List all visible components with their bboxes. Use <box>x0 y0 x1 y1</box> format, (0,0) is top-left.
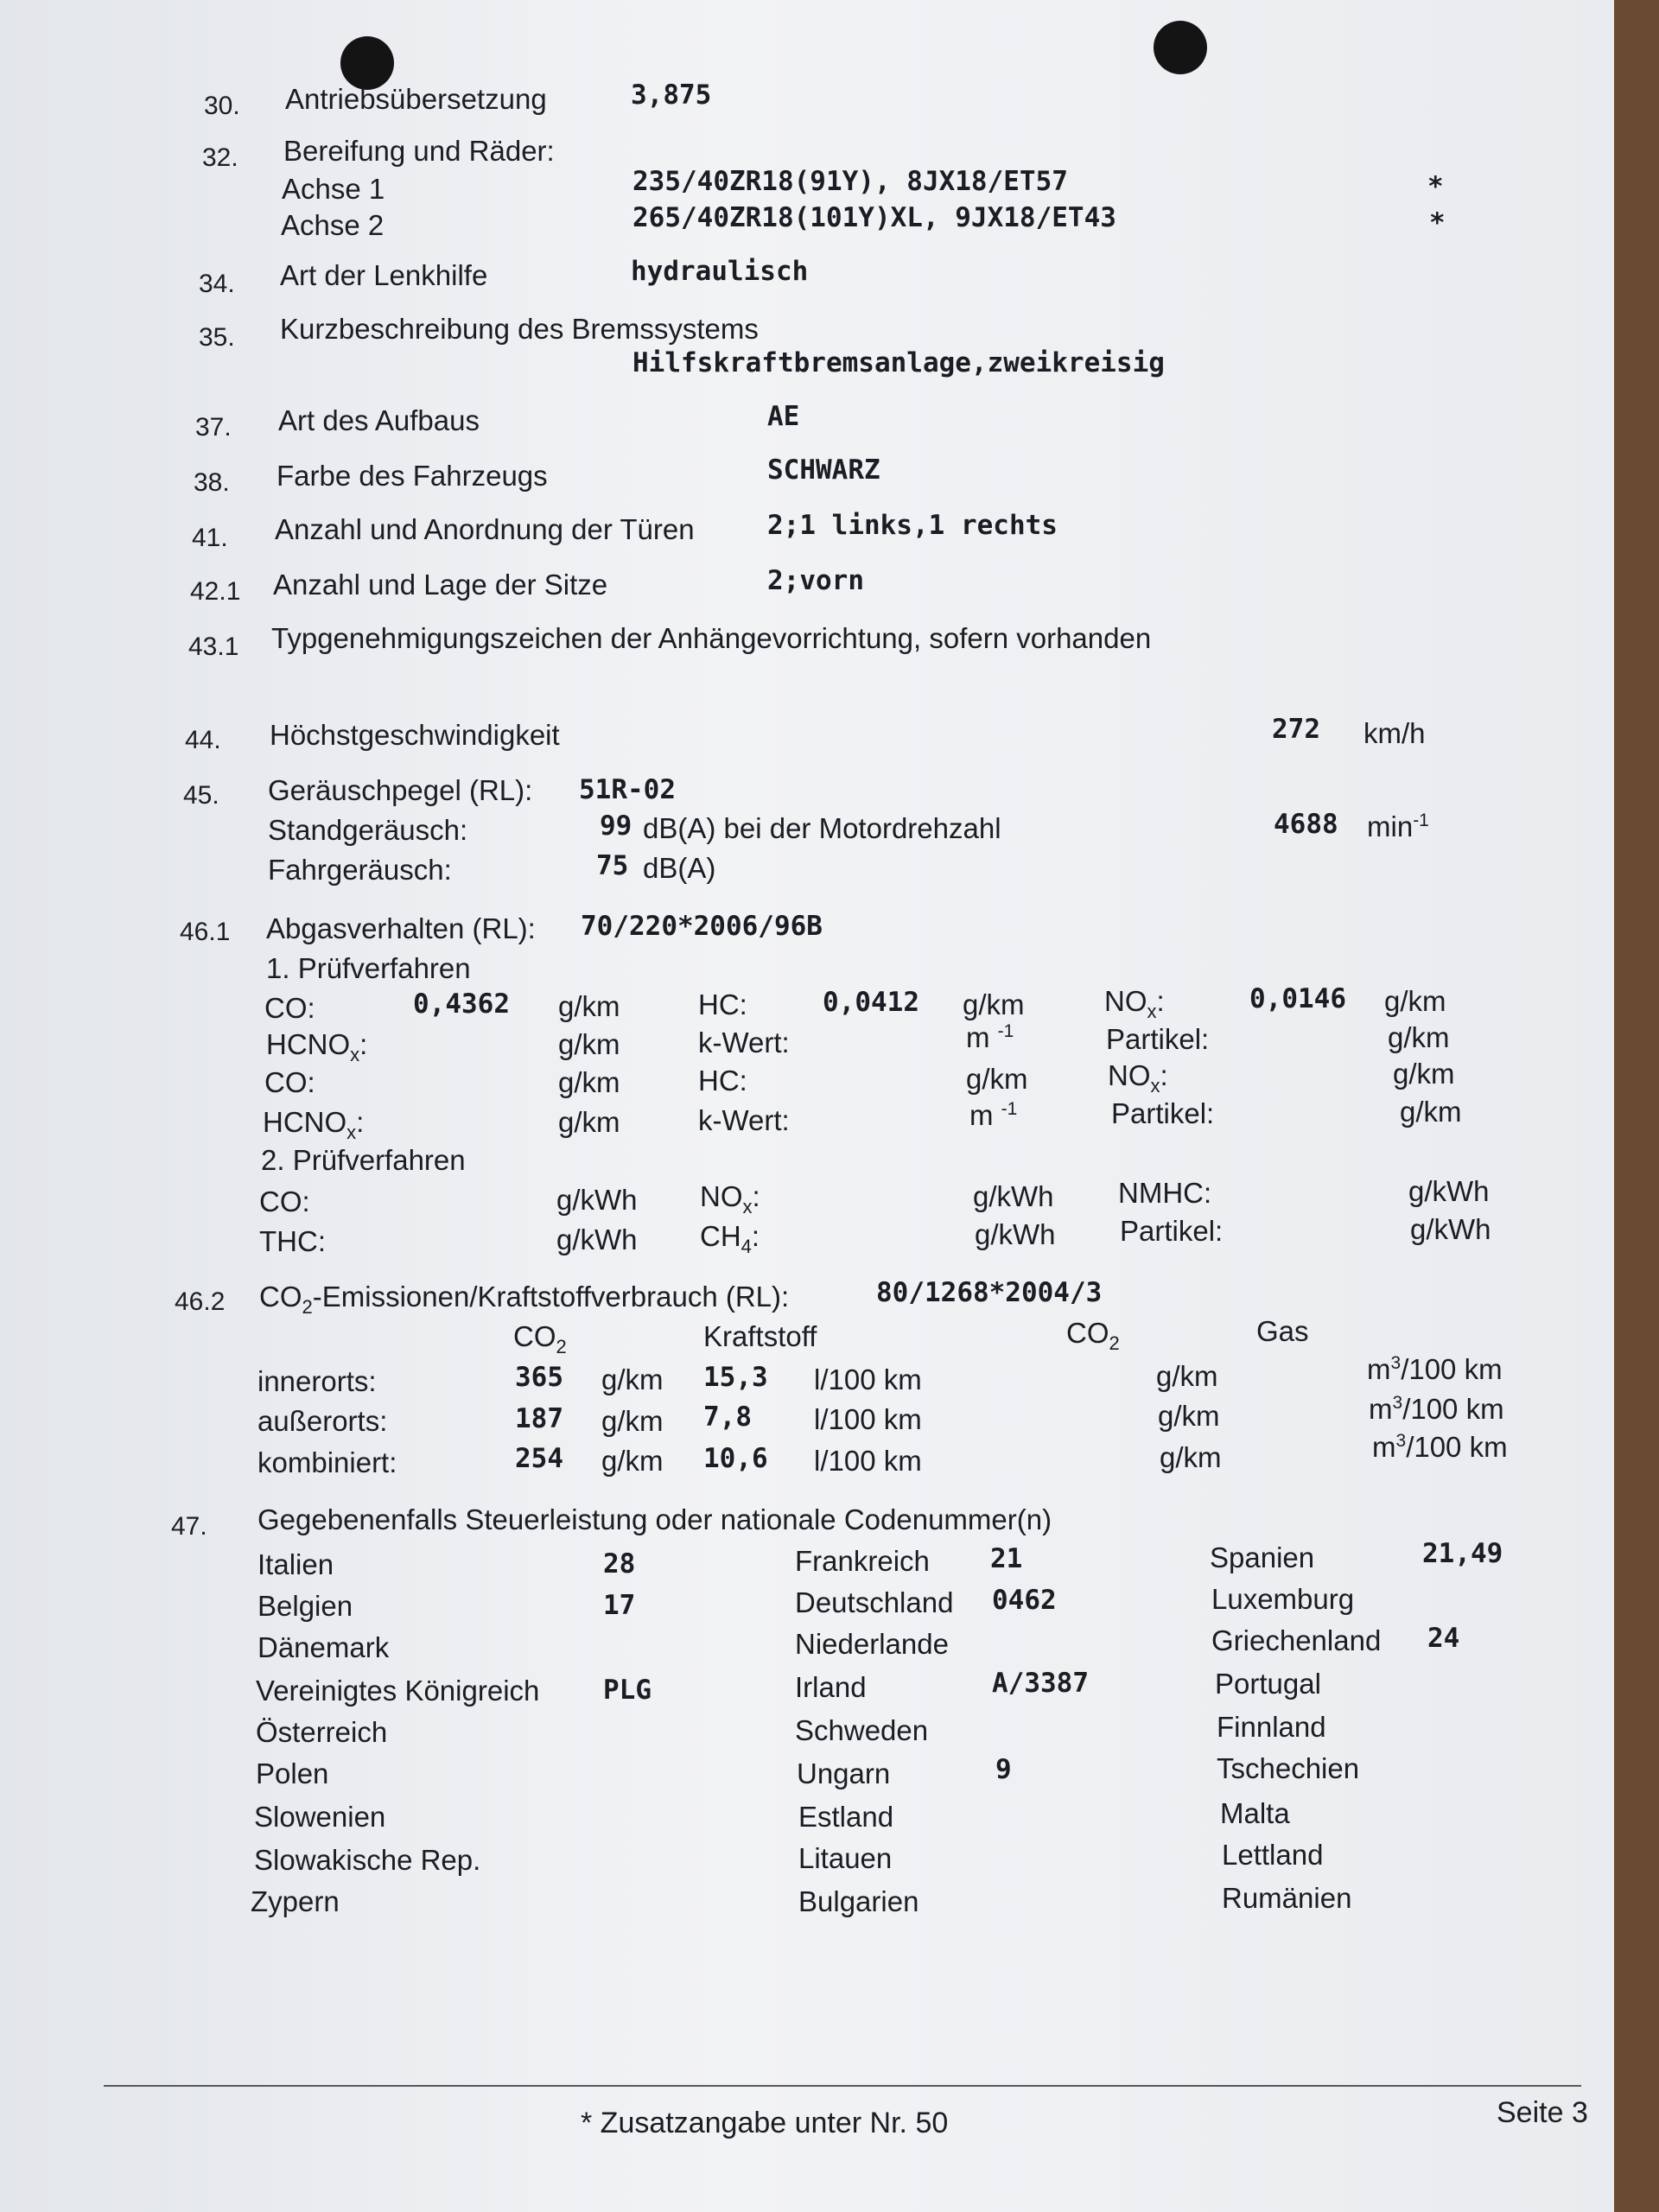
item-label: Gegebenenfalls Steuerleistung oder nationale Codenummer(n) <box>257 1503 1052 1535</box>
axle-value: 235/40ZR18(91Y), 8JX18/ET57 <box>632 166 1068 197</box>
unit: g/km <box>1158 1400 1220 1432</box>
item-label: Abgasverhalten (RL): <box>266 912 536 944</box>
country-name: Finnland <box>1217 1711 1326 1743</box>
unit <box>1369 1393 1504 1426</box>
row-label: außerorts: <box>257 1405 388 1437</box>
item-number: 38. <box>194 468 230 497</box>
row-label: kombiniert: <box>257 1446 397 1478</box>
unit: l/100 km <box>814 1445 922 1477</box>
nox-label <box>1108 1059 1168 1097</box>
item-value: 80/1268*2004/3 <box>876 1277 1103 1308</box>
unit: g/km <box>1400 1096 1462 1128</box>
item-value: Hilfskraftbremsanlage,zweikreisig <box>632 347 1165 378</box>
item-number: 32. <box>202 143 238 172</box>
item-label: Farbe des Fahrzeugs <box>276 460 548 492</box>
unit: g/kWh <box>973 1180 1054 1212</box>
unit: g/km <box>558 1028 620 1060</box>
fuel-value: 10,6 <box>703 1443 768 1474</box>
item-number: 34. <box>199 270 235 298</box>
punch-hole-left <box>340 36 394 90</box>
unit-text: /100 km <box>1406 1431 1508 1463</box>
punch-hole-right <box>1154 21 1207 74</box>
col-header-co2-gas <box>1066 1317 1120 1355</box>
unit <box>969 1099 1017 1132</box>
unit <box>966 1021 1014 1054</box>
item-label: Antriebsübersetzung <box>285 83 547 115</box>
hcnox-text: HCNO <box>266 1028 351 1060</box>
item-value: 2;vorn <box>767 565 864 596</box>
colon: : <box>359 1028 368 1060</box>
country-code: 21,49 <box>1422 1538 1503 1569</box>
country-name: Belgien <box>257 1590 353 1622</box>
item-value: SCHWARZ <box>767 454 880 486</box>
country-name: Slowakische Rep. <box>254 1844 481 1876</box>
hcnox-sub: x <box>346 1122 357 1143</box>
footer-divider <box>104 2085 1581 2087</box>
noise-value: 75 <box>596 850 629 881</box>
country-name: Zypern <box>251 1885 340 1917</box>
country-code: 17 <box>603 1590 636 1621</box>
item-label: Bereifung und Räder: <box>283 135 555 167</box>
nox-sub: x <box>742 1196 753 1217</box>
rpm-unit-text: min <box>1367 810 1414 842</box>
item-number: 42.1 <box>190 577 241 606</box>
co-value: 0,4362 <box>413 988 510 1020</box>
nox-text: NO <box>1108 1059 1151 1091</box>
item-value: 70/220*2006/96B <box>581 911 823 942</box>
axle-label: Achse 1 <box>282 173 385 205</box>
hcnox-label <box>263 1106 364 1144</box>
country-name: Estland <box>798 1801 894 1833</box>
item-number: 47. <box>171 1512 207 1541</box>
header-text: CO <box>1066 1317 1109 1349</box>
item-label: Geräuschpegel (RL): <box>268 774 533 806</box>
unit: g/km <box>1384 985 1446 1017</box>
partikel-label: Partikel: <box>1106 1023 1210 1055</box>
country-name: Frankreich <box>795 1545 930 1577</box>
noise-label: Fahrgeräusch: <box>268 854 452 886</box>
nox-sub: x <box>1147 1001 1157 1022</box>
hcnox-sub: x <box>350 1044 360 1065</box>
kwert-label: k-Wert: <box>698 1027 790 1058</box>
unit: g/km <box>1156 1360 1218 1392</box>
item-label <box>259 1281 789 1319</box>
nox-label <box>700 1180 760 1218</box>
co-label: CO: <box>264 992 315 1024</box>
hc-label: HC: <box>698 1065 747 1096</box>
country-name: Schweden <box>795 1714 929 1746</box>
unit: g/km <box>1160 1441 1222 1473</box>
unit: g/kWh <box>975 1218 1056 1250</box>
country-name: Bulgarien <box>798 1885 919 1917</box>
unit: g/kWh <box>1408 1175 1490 1207</box>
hc-value: 0,0412 <box>823 987 919 1018</box>
item-label: Anzahl und Lage der Sitze <box>273 569 608 601</box>
country-name: Vereinigtes Königreich <box>256 1675 540 1707</box>
item-value: AE <box>767 401 800 432</box>
co2-value: 365 <box>515 1362 563 1393</box>
hcnox-label <box>266 1028 367 1066</box>
kwert-label: k-Wert: <box>698 1104 790 1136</box>
item-value: 2;1 links,1 rechts <box>767 510 1058 541</box>
page-number: Seite 3 <box>1497 2096 1588 2129</box>
unit-exp: -1 <box>1001 1099 1018 1119</box>
fuel-value: 15,3 <box>703 1362 768 1393</box>
unit: g/km <box>601 1445 664 1477</box>
item-number: 46.2 <box>175 1287 226 1316</box>
footnote-mark: * <box>1429 207 1446 238</box>
hcnox-text: HCNO <box>263 1106 347 1138</box>
item-label: Kurzbeschreibung des Bremssystems <box>280 313 759 345</box>
country-name: Litauen <box>798 1842 893 1874</box>
item-label: Art des Aufbaus <box>278 404 480 436</box>
header-sub: 2 <box>1109 1332 1120 1354</box>
thc-label: THC: <box>259 1225 326 1257</box>
nox-label <box>1104 985 1165 1023</box>
unit-exp: 3 <box>1390 1353 1402 1373</box>
country-name: Ungarn <box>797 1758 891 1789</box>
country-code: 24 <box>1427 1623 1460 1654</box>
nox-value: 0,0146 <box>1249 983 1346 1014</box>
country-name: Niederlande <box>795 1628 949 1660</box>
country-code: PLG <box>603 1675 652 1706</box>
country-name: Tschechien <box>1217 1752 1360 1784</box>
country-name: Lettland <box>1222 1839 1324 1871</box>
item-number: 35. <box>199 323 235 352</box>
unit: g/km <box>558 1066 620 1098</box>
unit-text: /100 km <box>1401 1353 1503 1385</box>
unit-text: m <box>1367 1353 1391 1385</box>
unit: g/km <box>558 1106 620 1138</box>
item-value: 51R-02 <box>579 774 676 805</box>
co2-value: 254 <box>515 1443 563 1474</box>
rpm-unit <box>1367 810 1429 843</box>
co2-value: 187 <box>515 1403 563 1434</box>
noise-value: 99 <box>600 810 632 842</box>
country-code: 0462 <box>992 1585 1057 1616</box>
item-value: 3,875 <box>631 79 712 111</box>
nox-text: NO <box>1104 985 1147 1017</box>
item-label: Höchstgeschwindigkeit <box>270 719 560 751</box>
item-value: 272 <box>1272 714 1320 745</box>
country-name: Portugal <box>1215 1668 1321 1700</box>
noise-unit: dB(A) <box>643 852 716 884</box>
item-value: hydraulisch <box>631 256 809 287</box>
noise-label: Standgeräusch: <box>268 814 468 846</box>
header-sub: 2 <box>556 1336 567 1357</box>
unit: l/100 km <box>814 1403 922 1435</box>
item-label: Anzahl und Anordnung der Türen <box>275 513 695 545</box>
item-number: 43.1 <box>188 632 239 661</box>
item-number: 41. <box>192 524 228 552</box>
unit-text: m <box>1372 1431 1396 1463</box>
footnote: * Zusatzangabe unter Nr. 50 <box>581 2107 949 2139</box>
footnote-mark: * <box>1427 171 1444 202</box>
label-sub: 2 <box>302 1296 313 1318</box>
item-number: 37. <box>195 413 232 442</box>
unit-exp: 3 <box>1392 1393 1403 1413</box>
hc-label: HC: <box>698 988 747 1020</box>
country-name: Österreich <box>256 1716 388 1748</box>
co-label: CO: <box>259 1185 310 1217</box>
country-name: Malta <box>1220 1797 1290 1829</box>
country-name: Polen <box>256 1758 329 1789</box>
item-number: 30. <box>204 92 240 120</box>
country-name: Slowenien <box>254 1801 386 1833</box>
country-code: 28 <box>603 1548 636 1580</box>
colon: : <box>1156 985 1165 1017</box>
colon: : <box>356 1106 365 1138</box>
item-unit: km/h <box>1363 717 1426 749</box>
rpm-unit-exp: -1 <box>1413 810 1429 830</box>
rpm-value: 4688 <box>1274 809 1338 840</box>
unit: g/kWh <box>556 1224 638 1255</box>
fuel-value: 7,8 <box>703 1402 752 1433</box>
axle-value: 265/40ZR18(101Y)XL, 9JX18/ET43 <box>632 202 1116 233</box>
unit: g/km <box>963 988 1025 1020</box>
colon: : <box>752 1180 760 1212</box>
nmhc-label: NMHC: <box>1118 1177 1212 1209</box>
partikel-label: Partikel: <box>1111 1097 1215 1129</box>
country-name: Italien <box>257 1548 334 1580</box>
noise-unit: dB(A) bei der Motordrehzahl <box>643 812 1001 844</box>
header-text: CO <box>513 1320 556 1352</box>
label-post: -Emissionen/Kraftstoffverbrauch (RL): <box>312 1281 790 1313</box>
test-procedure-1: 1. Prüfverfahren <box>266 952 471 984</box>
country-name: Luxemburg <box>1211 1583 1355 1615</box>
item-number: 44. <box>185 726 221 754</box>
row-label: innerorts: <box>257 1365 377 1397</box>
unit: g/kWh <box>1410 1213 1491 1245</box>
test-procedure-2: 2. Prüfverfahren <box>261 1144 466 1176</box>
country-name: Deutschland <box>795 1586 954 1618</box>
country-code: 21 <box>990 1543 1023 1574</box>
ch4-text: CH <box>700 1220 741 1252</box>
col-header-gas: Gas <box>1256 1315 1309 1347</box>
col-header-co2 <box>513 1320 567 1358</box>
unit-exp: -1 <box>997 1021 1014 1041</box>
unit-text: /100 km <box>1402 1393 1504 1425</box>
unit-text: m <box>1369 1393 1393 1425</box>
item-number: 45. <box>183 781 219 810</box>
unit: g/kWh <box>556 1184 638 1216</box>
col-header-fuel: Kraftstoff <box>703 1320 817 1352</box>
unit <box>1367 1353 1503 1386</box>
unit: g/km <box>1388 1021 1450 1053</box>
unit-text: m <box>966 1021 990 1053</box>
country-name: Spanien <box>1210 1541 1315 1573</box>
unit <box>1372 1431 1508 1464</box>
label-pre: CO <box>259 1281 302 1313</box>
ch4-sub: 4 <box>741 1236 752 1257</box>
nox-sub: x <box>1150 1075 1160 1096</box>
item-label: Art der Lenkhilfe <box>280 259 488 291</box>
item-label: Typgenehmigungszeichen der Anhängevorrichtung, sofern vorhanden <box>271 622 1152 654</box>
nox-text: NO <box>700 1180 743 1212</box>
unit-text: m <box>969 1099 994 1131</box>
colon: : <box>1160 1059 1168 1091</box>
country-name: Rumänien <box>1222 1882 1352 1914</box>
country-name: Griechenland <box>1211 1624 1382 1656</box>
country-name: Irland <box>795 1671 867 1703</box>
country-code: A/3387 <box>992 1668 1089 1699</box>
unit: g/km <box>558 990 620 1022</box>
unit: g/km <box>1393 1058 1455 1090</box>
colon: : <box>751 1220 760 1252</box>
unit: g/km <box>601 1363 664 1395</box>
axle-label: Achse 2 <box>281 209 385 241</box>
item-number: 46.1 <box>180 918 231 946</box>
country-code: 9 <box>995 1754 1012 1785</box>
unit: l/100 km <box>814 1363 922 1395</box>
country-name: Dänemark <box>257 1631 390 1663</box>
ch4-label <box>700 1220 760 1258</box>
unit: g/km <box>966 1063 1028 1095</box>
partikel-label: Partikel: <box>1120 1215 1224 1247</box>
unit: g/km <box>601 1405 664 1437</box>
unit-exp: 3 <box>1395 1431 1407 1451</box>
co-label: CO: <box>264 1066 315 1098</box>
